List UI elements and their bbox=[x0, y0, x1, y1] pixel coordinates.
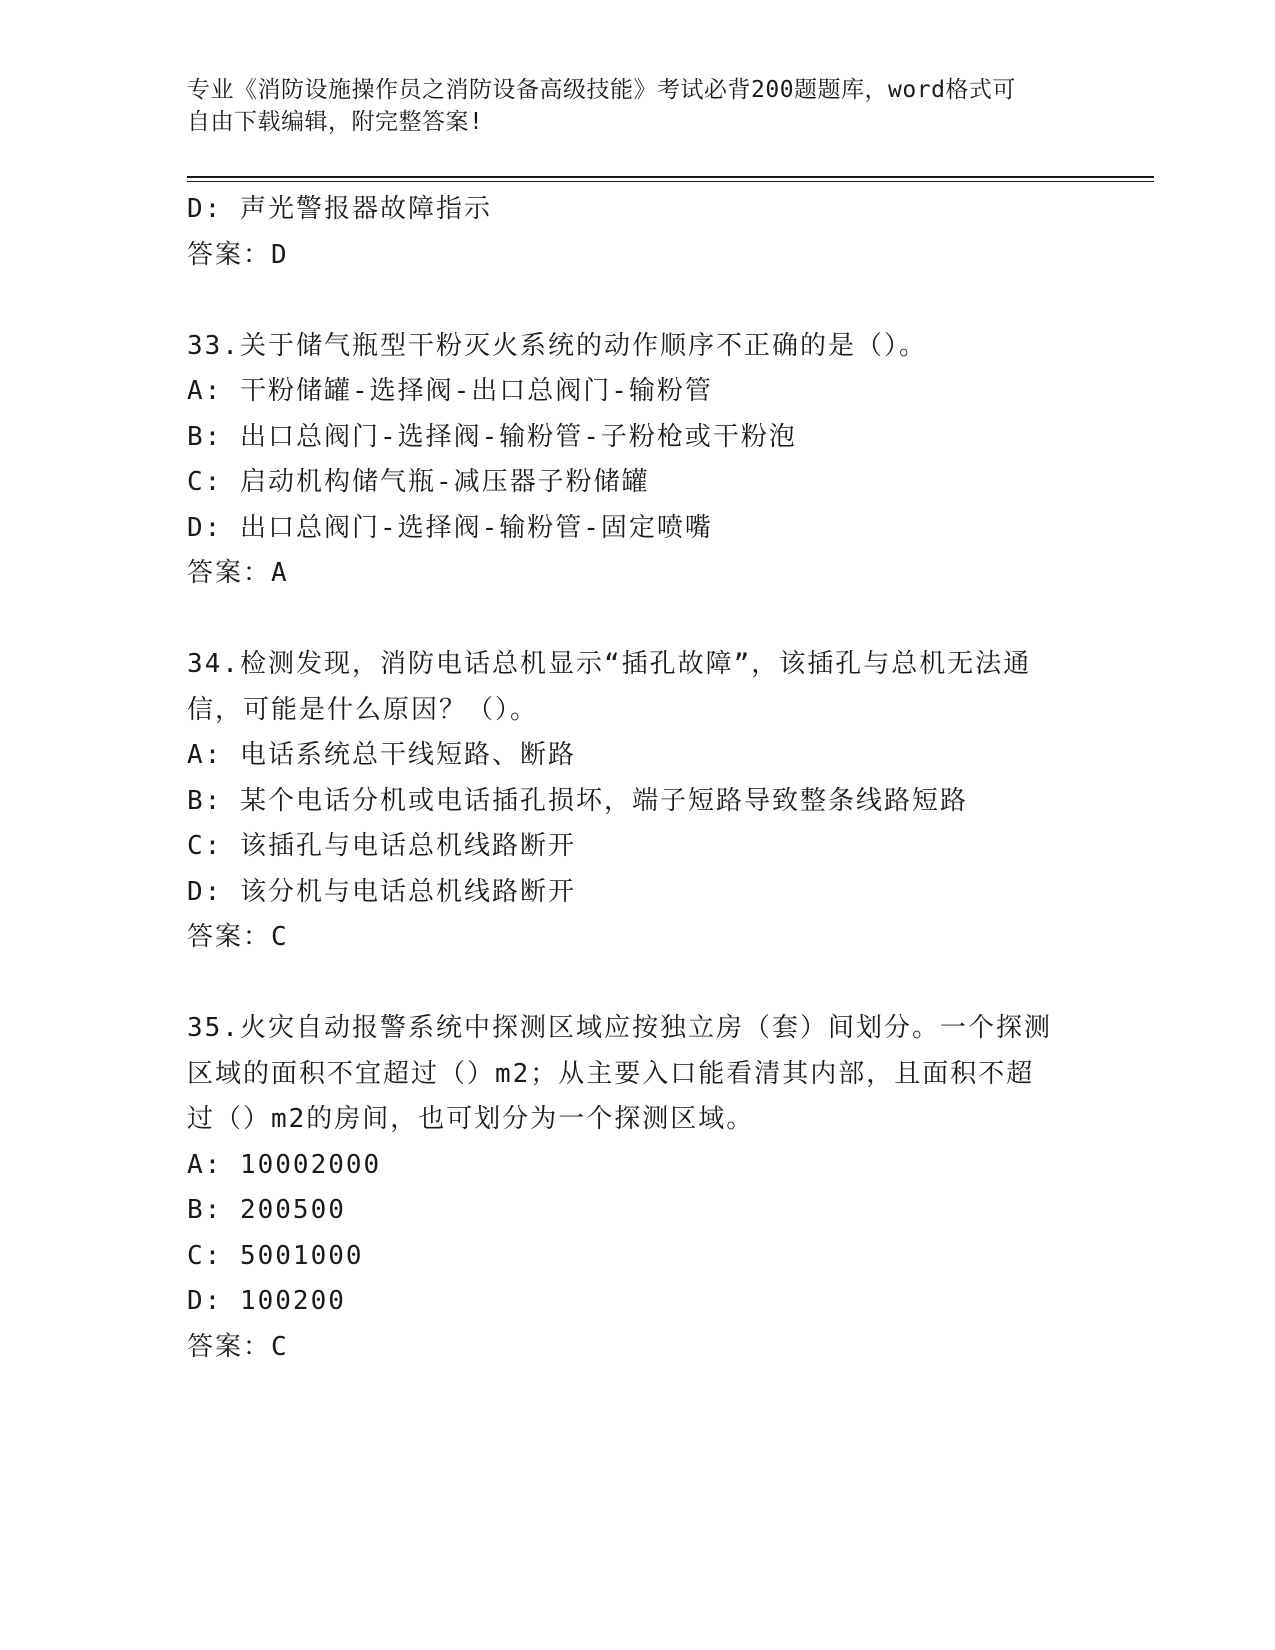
spacer bbox=[187, 597, 1087, 643]
option-b: B: 200500 bbox=[187, 1195, 346, 1225]
option-a: A: 干粉储罐-选择阀-出口总阀门-输粉管 bbox=[187, 376, 713, 406]
question-stem-line-1: 34.检测发现，消防电话总机显示“插孔故障”，该插孔与总机无法通 bbox=[187, 649, 1032, 679]
spacer bbox=[187, 961, 1087, 1007]
answer-value: D bbox=[271, 239, 289, 270]
answer-label: 答案： bbox=[187, 239, 272, 270]
answer-line bbox=[187, 1325, 1087, 1371]
question-stem-line-1: 35.火灾自动报警系统中探测区域应按独立房（套）间划分。一个探测 bbox=[187, 1013, 1052, 1043]
option-d: D: 该分机与电话总机线路断开 bbox=[187, 876, 576, 907]
option-a: A: 电话系统总干线短路、断路 bbox=[187, 740, 576, 770]
answer-label: 答案： bbox=[187, 922, 272, 952]
answer-line bbox=[187, 551, 1087, 597]
answer-value: C bbox=[271, 1331, 289, 1362]
answer-line bbox=[187, 915, 1087, 961]
question-content bbox=[187, 187, 1087, 1370]
header-divider-thick bbox=[187, 176, 1154, 178]
question-stem-line-3: 过（）m2的房间，也可划分为一个探测区域。 bbox=[187, 1104, 755, 1134]
header-line-2: 自由下载编辑，附完整答案! bbox=[187, 109, 484, 135]
option-d: D: 100200 bbox=[187, 1286, 346, 1316]
answer-value: C bbox=[271, 922, 289, 952]
option-c: C: 5001000 bbox=[187, 1240, 364, 1271]
option-d: D: 出口总阀门-选择阀-输粉管-固定喷嘴 bbox=[187, 512, 713, 543]
question-33 bbox=[187, 324, 1087, 597]
spacer bbox=[187, 278, 1087, 324]
option-c: C: 该插孔与电话总机线路断开 bbox=[187, 831, 576, 861]
header-line-1: 专业《消防设施操作员之消防设备高级技能》考试必背200题题库，word格式可 bbox=[187, 77, 1016, 103]
answer-label: 答案： bbox=[187, 1331, 272, 1362]
question-stem-line-2: 信，可能是什么原因？（）。 bbox=[187, 694, 539, 725]
option-c: C: 启动机构储气瓶-减压器子粉储罐 bbox=[187, 467, 650, 497]
document-header bbox=[187, 74, 1067, 138]
option-b: B: 某个电话分机或电话插孔损坏，端子短路导致整条线路短路 bbox=[187, 785, 968, 816]
question-stem-line-2: 区域的面积不宜超过（）m2；从主要入口能看清其内部，且面积不超 bbox=[187, 1058, 1035, 1089]
answer-label: 答案： bbox=[187, 558, 272, 588]
answer-value: A bbox=[271, 558, 289, 588]
option-b: B: 出口总阀门-选择阀-输粉管-子粉枪或干粉泡 bbox=[187, 421, 797, 452]
option-d: D: 声光警报器故障指示 bbox=[187, 194, 492, 224]
question-stem: 33.关于储气瓶型干粉灭火系统的动作顺序不正确的是（）。 bbox=[187, 330, 927, 361]
header-divider-thin bbox=[187, 181, 1154, 182]
answer-line bbox=[187, 233, 1087, 279]
question-34 bbox=[187, 642, 1087, 961]
question-35 bbox=[187, 1006, 1087, 1370]
option-a: A: 10002000 bbox=[187, 1149, 382, 1180]
